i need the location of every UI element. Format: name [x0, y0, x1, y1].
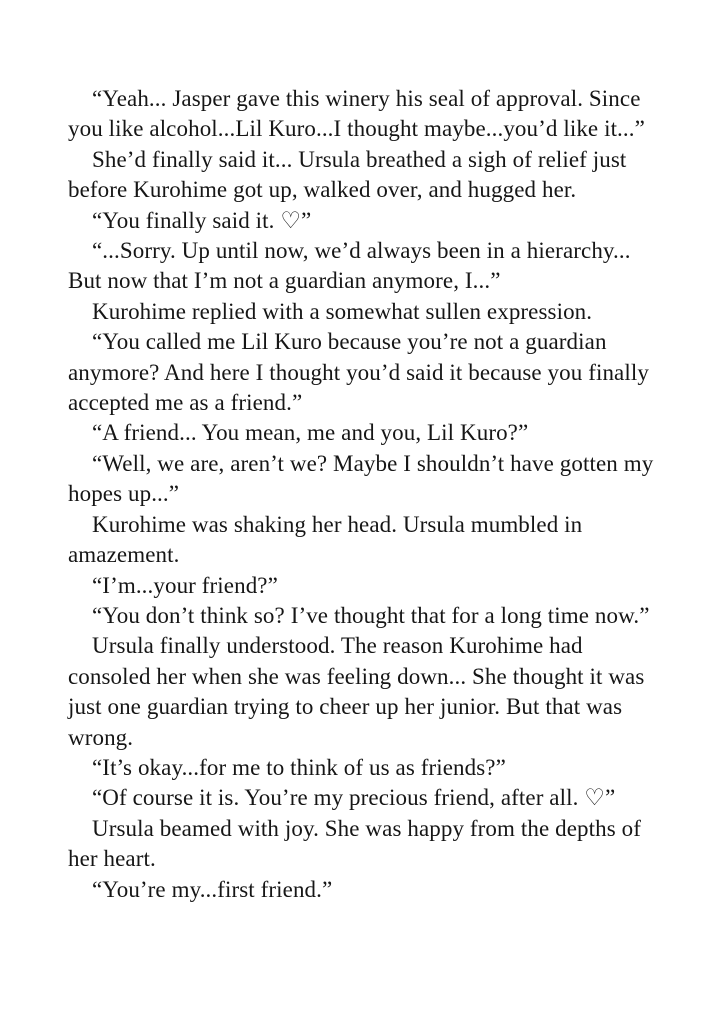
page-text-block [68, 84, 690, 905]
text-line: her heart. [68, 846, 156, 872]
paragraph [68, 449, 690, 510]
text-line: “Well, we are, aren’t we? Maybe I shouldn’t have gotten my [92, 450, 654, 476]
paragraph [68, 297, 690, 327]
text-line: amazement. [68, 542, 180, 568]
paragraph [68, 84, 690, 145]
text-line: “It’s okay...for me to think of us as friends?” [92, 754, 506, 780]
paragraph [68, 418, 690, 448]
text-line: “You’re my...first friend.” [92, 876, 333, 902]
text-line: consoled her when she was feeling down... She thought it was [68, 663, 645, 689]
text-line: Kurohime replied with a somewhat sullen expression. [92, 298, 593, 324]
text-line: Kurohime was shaking her head. Ursula mumbled in [92, 511, 583, 537]
paragraph [68, 571, 690, 601]
paragraph [68, 510, 690, 571]
paragraph [68, 753, 690, 783]
text-line: anymore? And here I thought you’d said it because you finally [68, 359, 649, 385]
text-line: “Yeah... Jasper gave this winery his seal of approval. Since [92, 86, 641, 111]
text-line: “Of course it is. You’re my precious friend, after all. ♡” [92, 785, 616, 811]
text-line: “You called me Lil Kuro because you’re not a guardian [92, 329, 607, 355]
text-line: “You don’t think so? I’ve thought that for a long time now.” [92, 602, 650, 628]
text-line: She’d finally said it... Ursula breathed a sigh of relief just [92, 146, 627, 172]
paragraph [68, 236, 690, 297]
text-line: But now that I’m not a guardian anymore, I...” [68, 268, 501, 294]
text-line: “You finally said it. ♡” [92, 207, 312, 233]
text-line: before Kurohime got up, walked over, and hugged her. [68, 177, 577, 203]
text-line: “I’m...your friend?” [92, 572, 278, 598]
text-line: “...Sorry. Up until now, we’d always been in a hierarchy... [92, 238, 631, 264]
text-line: wrong. [68, 724, 134, 750]
text-line: just one guardian trying to cheer up her junior. But that was [68, 694, 623, 720]
paragraph [68, 145, 690, 206]
paragraph [68, 601, 690, 631]
paragraph [68, 875, 690, 905]
text-line: you like alcohol...Lil Kuro...I thought maybe...you’d like it...” [68, 116, 645, 142]
text-line: Ursula finally understood. The reason Kurohime had [92, 633, 583, 659]
paragraph [68, 814, 690, 875]
text-line: “A friend... You mean, me and you, Lil Kuro?” [92, 420, 529, 446]
paragraph [68, 327, 690, 418]
text-line: hopes up...” [68, 481, 180, 507]
paragraph [68, 631, 690, 753]
paragraph [68, 783, 690, 813]
text-line: Ursula beamed with joy. She was happy from the depths of [92, 815, 641, 841]
text-line: accepted me as a friend.” [68, 390, 303, 416]
paragraph [68, 206, 690, 236]
